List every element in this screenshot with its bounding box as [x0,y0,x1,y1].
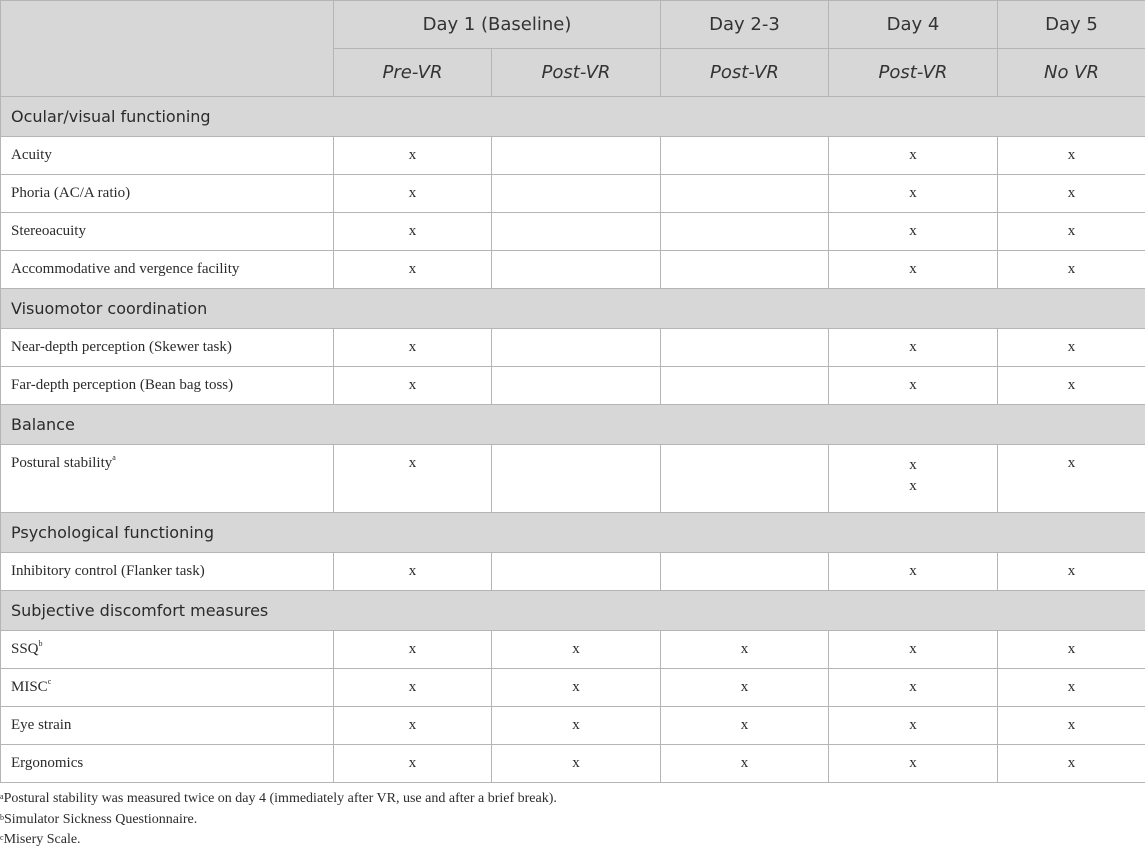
header-corner-cell [1,1,334,97]
footnote-mark: c [0,833,4,842]
header-group: Day 4 [829,1,998,49]
table-cell: x [998,137,1145,175]
section-title: Psychological functioning [1,513,1145,553]
section-title: Ocular/visual functioning [1,97,1145,137]
table-row [1,213,1145,251]
table-cell: x [334,669,492,707]
footnote [0,830,1145,851]
row-label-text: Ergonomics [11,755,84,771]
table-row [1,367,1145,405]
table-cell: x [998,745,1145,783]
table-row [1,553,1145,591]
table-cell: x [998,553,1145,591]
section-row [1,289,1145,329]
row-label [1,329,334,367]
row-label [1,367,334,405]
table-cell: x [334,445,492,513]
footnote-marker: b [38,639,43,648]
table-cell: x [829,669,998,707]
header-group: Day 1 (Baseline) [334,1,661,49]
table-cell [661,137,829,175]
table-cell [492,367,661,405]
table-row [1,745,1145,783]
row-label [1,137,334,175]
table-cell: x [334,553,492,591]
footnote-marker: c [47,677,52,686]
footnote-text: Postural stability was measured twice on day 4 (immediately after VR, use and after a brief break). [3,791,557,806]
footnote [0,789,1145,810]
table-row [1,175,1145,213]
cell-line: x [909,457,917,473]
table-cell: x [829,367,998,405]
table-cell: x [998,707,1145,745]
table-cell: x [334,213,492,251]
header-subheader: No VR [998,49,1145,97]
table-cell: x [492,631,661,669]
header-subheader: Pre-VR [334,49,492,97]
table-cell: x [829,137,998,175]
table-row [1,251,1145,289]
header-group: Day 5 [998,1,1145,49]
table-cell: x [492,707,661,745]
header-subheader: Post-VR [829,49,998,97]
row-label-text: Near-depth perception (Skewer task) [11,339,232,355]
table-cell: x [829,707,998,745]
footnote-marker: a [112,453,116,462]
table-cell [661,367,829,405]
section-title: Visuomotor coordination [1,289,1145,329]
row-label-text: Acuity [11,147,52,163]
row-label [1,553,334,591]
table-cell [661,251,829,289]
footnote-text: Misery Scale. [3,832,81,847]
header-subheader: Post-VR [492,49,661,97]
footnotes [0,783,1145,851]
table-row [1,329,1145,367]
header-subheader: Post-VR [661,49,829,97]
footnote-mark: b [0,812,4,822]
table-cell: x [998,445,1145,513]
row-label [1,445,334,513]
row-label-text: Phoria (AC/A ratio) [11,185,131,201]
table-cell: x [998,669,1145,707]
row-label-text: Far-depth perception (Bean bag toss) [11,377,234,393]
table-cell [661,175,829,213]
table-cell: x [829,631,998,669]
table-row [1,631,1145,669]
footnote-mark: a [0,792,4,801]
table-cell: x [829,175,998,213]
section-row [1,513,1145,553]
row-label-text: SSQ [11,641,39,657]
section-row [1,591,1145,631]
table-cell: x [334,707,492,745]
table-cell: x [829,329,998,367]
table-cell: x [829,553,998,591]
table-cell: x [998,251,1145,289]
table-cell [492,251,661,289]
footnote-text: Simulator Sickness Questionnaire. [4,811,198,827]
table-cell: x [661,631,829,669]
table-cell: x [334,367,492,405]
row-label-text: Postural stability [11,455,113,471]
table-body [1,97,1145,783]
table-row [1,669,1145,707]
table-cell [661,553,829,591]
table-cell [829,445,998,513]
row-label-text: Accommodative and vergence facility [11,261,240,277]
table-header [1,1,1145,97]
row-label-text: Inhibitory control (Flanker task) [11,563,205,579]
row-label [1,251,334,289]
table-cell: x [661,669,829,707]
table-cell: x [334,251,492,289]
table-cell [492,329,661,367]
table-cell: x [334,175,492,213]
table-cell: x [661,745,829,783]
table-cell: x [998,213,1145,251]
table-row [1,137,1145,175]
table-cell: x [334,631,492,669]
table-cell: x [829,251,998,289]
row-label-text: MISC [11,679,48,695]
table-cell: x [661,707,829,745]
row-label [1,669,334,707]
table-cell [492,137,661,175]
table-cell: x [998,329,1145,367]
table-cell: x [334,329,492,367]
table-row [1,707,1145,745]
table-cell: x [998,631,1145,669]
table-cell: x [334,745,492,783]
table-cell: x [998,175,1145,213]
table-cell: x [492,669,661,707]
table-cell [492,553,661,591]
section-row [1,97,1145,137]
table-cell: x [998,367,1145,405]
table-cell [661,213,829,251]
table-cell: x [334,137,492,175]
table-cell [492,445,661,513]
row-label [1,707,334,745]
row-label-text: Eye strain [11,717,72,733]
table-cell: x [829,213,998,251]
table-cell [492,175,661,213]
footnote [0,810,1145,831]
table-cell: x [492,745,661,783]
table-cell: x [829,745,998,783]
row-label [1,745,334,783]
table-row [1,445,1145,513]
table-cell [492,213,661,251]
section-row [1,405,1145,445]
table-cell [661,445,829,513]
header-group-row [1,1,1145,49]
row-label [1,175,334,213]
cell-line: x [909,478,917,494]
row-label [1,631,334,669]
section-title: Subjective discomfort measures [1,591,1145,631]
row-label [1,213,334,251]
table-cell [661,329,829,367]
row-label-text: Stereoacuity [11,223,86,239]
header-group: Day 2-3 [661,1,829,49]
section-title: Balance [1,405,1145,445]
